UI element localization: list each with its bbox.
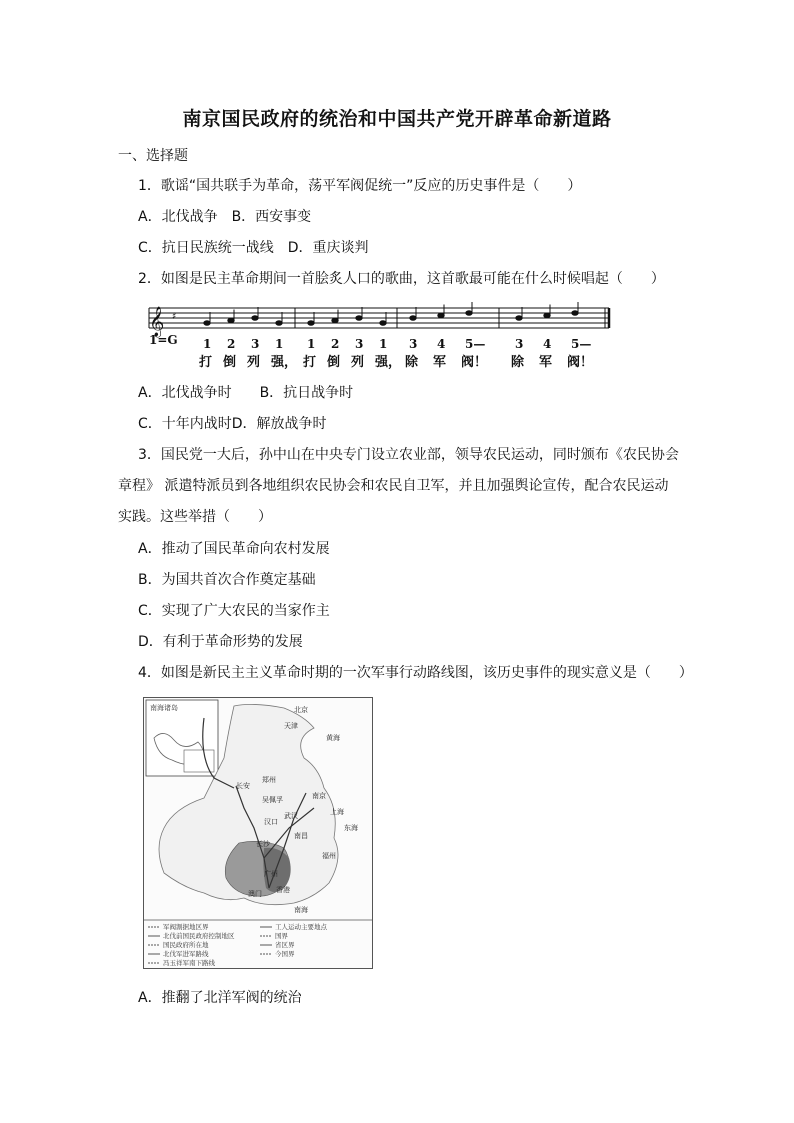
map-place-label: 武汉 [284,812,298,820]
score-lyric: 军 [433,355,447,370]
score-number: 1 [379,337,388,351]
score-lyric: 列 [247,355,261,370]
map-place-label: 黄海 [326,734,340,742]
legend-label: 军阀割据地区界 [163,923,209,931]
map-place-label: 南京 [312,792,326,800]
score-lyric: 除 [405,355,419,370]
score-number: 1 [203,337,212,351]
map-place-label: 福州 [322,852,336,860]
score-number: 3 [515,337,524,351]
svg-text:𝄞: 𝄞 [149,307,165,337]
map-place-label: 上海 [330,808,344,816]
legend-label: 省区界 [275,941,295,949]
score-note [380,321,386,326]
q3-stem-line-1: 3．国民党一大后，孙中山在中央专门设立农业部，领导农民运动，同时颁布《农民协会 [138,447,679,463]
score-lyric: 打 [303,355,317,370]
score-number: 3 [355,337,364,351]
q2-options-cd: C．十年内战时D．解放战争时 [138,416,327,432]
map-place-label: 汉口 [264,818,278,826]
legend-label: 国民政府所在地 [163,941,209,949]
map-place-label: 广州 [264,870,278,878]
score-note [308,321,314,326]
score-number: 1 [275,337,284,351]
score-lyric: 列 [351,355,365,370]
map-place-label: 南昌 [294,832,308,840]
section-heading: 一、选择题 [118,148,188,164]
score-lyric: 打 [199,355,213,370]
score-note [204,321,210,326]
map-place-label: 郑州 [262,776,276,784]
score-note [356,316,362,321]
score-number: 3 [251,337,260,351]
page-title: 南京国民政府的统治和中国共产党开辟革命新道路 [182,108,612,130]
q3-stem-line-2: 章程》 派遣特派员到各地组织农民协会和农民自卫军，并且加强舆论宣传，配合农民运动 [118,478,669,494]
legend-label: 今国界 [275,950,295,958]
legend-label: 国界 [275,932,288,940]
northern-expedition-map [143,697,373,969]
score-number: 2 [227,337,236,351]
score-number: 3 [409,337,418,351]
score-note [252,316,258,321]
map-place-label: 长沙 [256,840,270,848]
score-note [516,316,522,321]
q1-options-cd: C．抗日民族统一战线 D．重庆谈判 [138,240,369,256]
score-lyric: 强， [375,355,402,370]
q1-stem: 1．歌谣“国共联手为革命，荡平军阀促统一”反应的历史事件是（ ） [138,178,582,194]
map-place-label: 东海 [344,824,358,832]
score-number: 5— [571,337,592,351]
score-lyric: 倒 [327,355,341,370]
score-lyric: 强， [271,355,298,370]
q3-stem-line-3: 实践。这些举措（ ） [118,509,272,525]
score-note [438,313,444,318]
svg-text:♯: ♯ [172,312,177,322]
score-number: 2 [331,337,340,351]
q3-option-b: B．为国共首次合作奠定基础 [138,572,316,588]
score-note [544,313,550,318]
map-place-label: 吴佩孚 [262,796,283,804]
score-number: 4 [437,337,446,351]
score-lyric: 除 [511,355,525,370]
music-score [143,298,613,372]
score-note [572,311,578,316]
map-place-label: 长安 [236,782,250,790]
score-note [410,316,416,321]
map-place-label: 天津 [284,722,298,730]
q4-option-a: A．推翻了北洋军阀的统治 [138,990,302,1006]
legend-label: 工人运动主要地点 [275,923,327,931]
score-number: 5— [465,337,486,351]
q2-stem: 2．如图是民主革命期间一首脍炙人口的歌曲，这首歌最可能在什么时候唱起（ ） [138,271,665,287]
score-number: 4 [543,337,552,351]
inset-title: 南海诸岛 [150,704,178,712]
score-lyric: 阀！ [567,355,594,370]
map-place-label: 香港 [276,886,290,894]
map-place-label: 澳门 [248,890,262,898]
q3-option-c: C．实现了广大农民的当家作主 [138,603,330,619]
score-note [228,318,234,323]
q3-option-a: A．推动了国民革命向农村发展 [138,541,330,557]
legend-label: 北伐前国民政府控制地区 [163,932,235,940]
q1-options-ab: A．北伐战争 B．西安事变 [138,209,312,225]
score-number: 1 [307,337,316,351]
score-lyric: 阀！ [461,355,488,370]
map-place-label: 南海 [294,906,308,914]
map-place-label: 北京 [294,706,308,714]
legend-label: 北伐军进军路线 [163,950,209,958]
q2-options-ab: A．北伐战争时 B．抗日战争时 [138,385,354,401]
score-note [276,321,282,326]
score-key: 1=G [149,333,178,347]
score-note [466,311,472,316]
score-note [332,318,338,323]
score-lyric: 倒 [223,355,237,370]
q4-stem: 4．如图是新民主主义革命时期的一次军事行动路线图，该历史事件的现实意义是（ ） [138,665,693,681]
legend-label: 冯玉祥军南下路线 [163,959,215,967]
score-lyric: 军 [539,355,553,370]
q3-option-d: D．有利于革命形势的发展 [138,634,303,650]
